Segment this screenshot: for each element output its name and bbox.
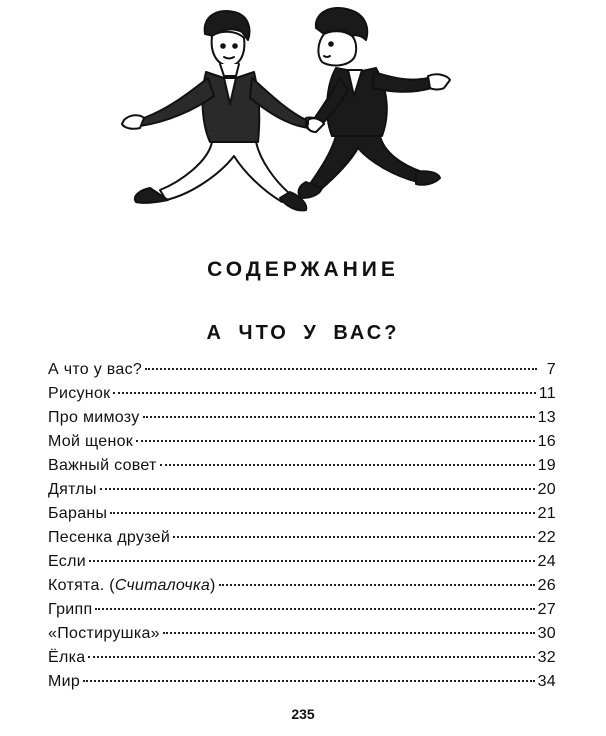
- toc-entry-page: 24: [537, 553, 556, 570]
- toc-entry[interactable]: [48, 358, 556, 382]
- dot-leader: [143, 415, 535, 418]
- dot-leader: [89, 559, 535, 562]
- toc-entry-page: 26: [537, 577, 556, 594]
- toc-entry-title-suffix: ): [210, 577, 216, 594]
- toc-entry[interactable]: [48, 526, 556, 550]
- toc-entry-page: 20: [537, 481, 556, 498]
- toc-entry-title: А что у вас?: [48, 361, 143, 378]
- toc-entry-title: Бараны: [48, 505, 108, 522]
- toc-entry[interactable]: [48, 622, 556, 646]
- dot-leader: [219, 583, 535, 586]
- toc-entry[interactable]: [48, 646, 556, 670]
- toc-entry-title: Грипп: [48, 601, 93, 618]
- toc-entry[interactable]: [48, 478, 556, 502]
- toc-entry-page: 16: [537, 433, 556, 450]
- dot-leader: [113, 391, 535, 394]
- toc-entry-title: Ёлка: [48, 649, 86, 666]
- dot-leader: [95, 607, 534, 610]
- dot-leader: [163, 631, 535, 634]
- toc-entry-title: Мой щенок: [48, 433, 134, 450]
- toc-entry-title: Мир: [48, 673, 81, 690]
- toc-entry-page: 32: [537, 649, 556, 666]
- two-boys-walking-illustration: [110, 6, 500, 226]
- toc-entry-title-note: Считалочка: [114, 577, 211, 594]
- toc-entry[interactable]: [48, 382, 556, 406]
- toc-entry-title: Дятлы: [48, 481, 97, 498]
- contents-heading: СОДЕРЖАНИЕ: [207, 258, 399, 281]
- toc-entry-title: Если: [48, 553, 86, 570]
- dot-leader: [145, 367, 537, 370]
- toc-entry-page: 19: [537, 457, 556, 474]
- toc-entry[interactable]: [48, 430, 556, 454]
- table-of-contents: [48, 358, 556, 694]
- right-boy-figure: [299, 8, 450, 198]
- page-number: 235: [291, 706, 315, 722]
- toc-entry[interactable]: [48, 598, 556, 622]
- toc-entry[interactable]: [48, 406, 556, 430]
- toc-entry-page: 34: [537, 673, 556, 690]
- dot-leader: [88, 655, 534, 658]
- dot-leader: [110, 511, 534, 514]
- toc-entry[interactable]: [48, 574, 556, 598]
- toc-entry-page: 27: [537, 601, 556, 618]
- toc-entry[interactable]: [48, 670, 556, 694]
- toc-entry-page: 21: [537, 505, 556, 522]
- dot-leader: [83, 679, 535, 682]
- dot-leader: [173, 535, 535, 538]
- toc-entry-title: Важный совет: [48, 457, 157, 474]
- toc-entry-title: [48, 574, 216, 598]
- toc-entry-page: 22: [537, 529, 556, 546]
- toc-entry-title: «Постирушка»: [48, 625, 160, 642]
- toc-entry-title: Песенка друзей: [48, 529, 171, 546]
- left-boy-figure: [122, 11, 324, 210]
- dot-leader: [160, 463, 535, 466]
- toc-entry-page: 7: [546, 361, 556, 378]
- toc-entry[interactable]: [48, 550, 556, 574]
- toc-entry-page: 13: [537, 409, 556, 426]
- toc-entry[interactable]: [48, 454, 556, 478]
- toc-entry-title-main: Котята. (: [48, 577, 115, 594]
- toc-entry-title: Рисунок: [48, 385, 111, 402]
- toc-entry-page: 30: [537, 625, 556, 642]
- section-heading-a-chto-u-vas: А ЧТО У ВАС?: [206, 322, 400, 344]
- toc-entry[interactable]: [48, 502, 556, 526]
- dot-leader: [100, 487, 535, 490]
- toc-entry-title: Про мимозу: [48, 409, 140, 426]
- toc-entry-page: 11: [538, 385, 556, 402]
- dot-leader: [136, 439, 534, 442]
